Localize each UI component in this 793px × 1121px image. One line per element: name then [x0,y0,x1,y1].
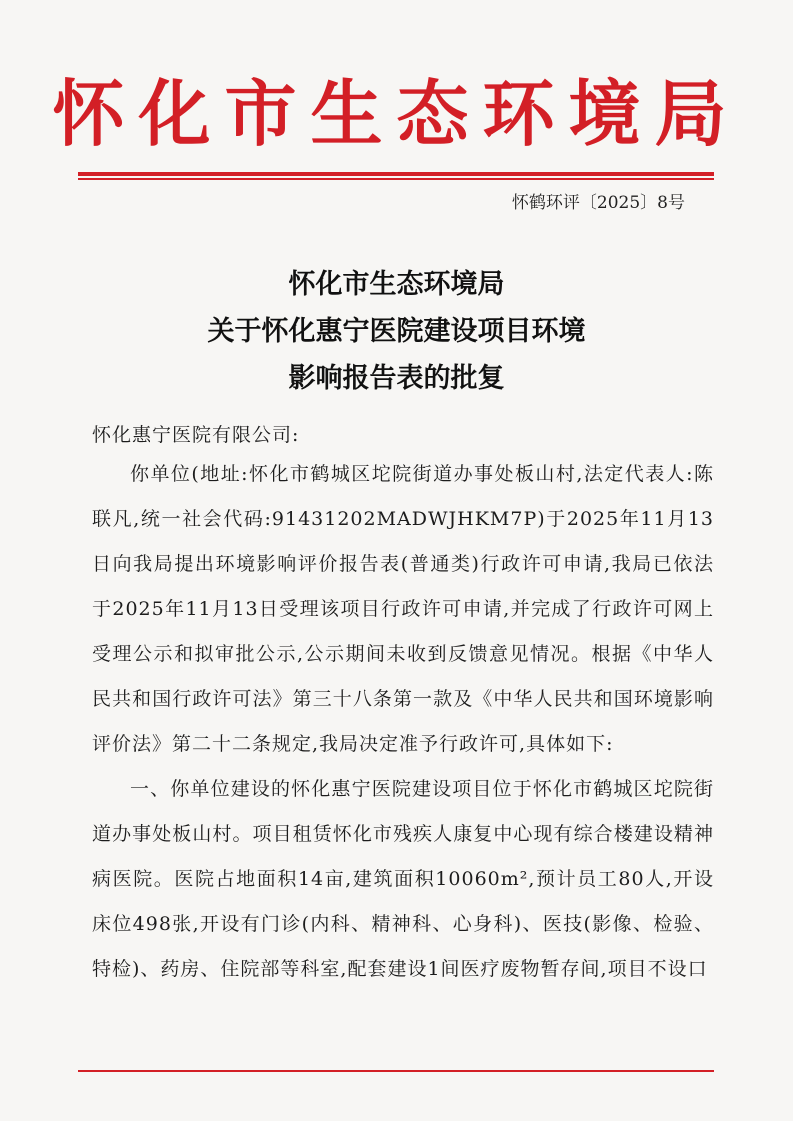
header-rule-thin [78,178,714,180]
agency-header: 怀化市生态环境局 [52,71,741,156]
body-text [92,452,714,992]
doc-title-line-1: 怀化市生态环境局 [288,269,505,300]
footer-rule [78,1070,714,1072]
paragraph-intro: 你单位(地址:怀化市鹤城区坨院街道办事处板山村,法定代表人:陈联凡,统一社会代码:91431202MADWJHKM7P)于2025年11月13日向我局提出环境影响评价报告表(普通类)行政许可申请,我局已依法于2025年11月13日受理该项目行政许可申请,并完成了行政许可网上受理公示和拟审批公示,公示期间未收到反馈意见情况。根据《中华人民共和国行政许可法》第三十八条第一款及《中华人民共和国环境影响评价法》第二十二条规定,我局决定准予行政许可,具体如下: [92,463,714,755]
addressee: 怀化惠宁医院有限公司: [92,424,300,446]
document-number: 怀鹤环评〔2025〕8号 [511,193,685,213]
header-rule-thick [78,172,714,176]
paragraph-item-1: 一、你单位建设的怀化惠宁医院建设项目位于怀化市鹤城区坨院街道办事处板山村。项目租赁怀化市残疾人康复中心现有综合楼建设精神病医院。医院占地面积14亩,建筑面积10060m²,预计员工80人,开设床位498张,开设有门诊(内科、精神科、心身科)、医技(影像、检验、特检)、药房、住院部等科室,配套建设1间医疗废物暂存间,项目不设口 [92,778,714,980]
doc-title-line-3: 影响报告表的批复 [288,363,505,394]
doc-title-line-2: 关于怀化惠宁医院建设项目环境 [207,316,586,347]
